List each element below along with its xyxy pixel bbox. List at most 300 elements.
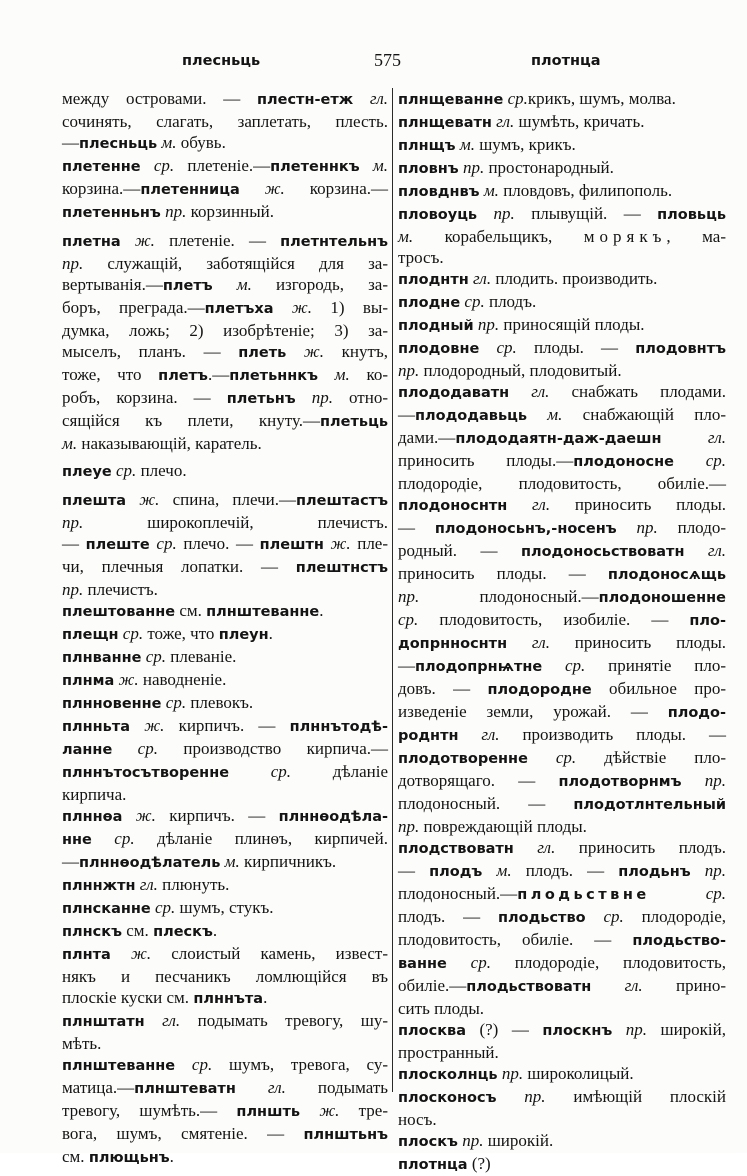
- dictionary-line: [398, 1086, 726, 1109]
- grammar-label: гл.: [509, 382, 550, 401]
- dictionary-line: [62, 88, 388, 111]
- headword: плнванне: [62, 650, 142, 666]
- headword: плетенне: [62, 159, 141, 175]
- headword: плещн: [62, 627, 119, 643]
- dictionary-entry: [398, 180, 726, 203]
- definition-text: плодъ. —: [511, 861, 619, 880]
- definition-text: кирпичникъ.: [239, 852, 337, 871]
- running-head-left: плесньць: [182, 53, 261, 69]
- grammar-label: пр.: [62, 254, 84, 273]
- definition-text: плодоносный.—: [419, 587, 599, 606]
- dictionary-entry: [62, 943, 388, 1010]
- dictionary-line: [62, 178, 388, 201]
- dictionary-line: [398, 701, 726, 724]
- dictionary-entry: [62, 460, 388, 483]
- definition-text: плывущій. —: [514, 204, 658, 223]
- grammar-label: пр.: [62, 513, 84, 532]
- dictionary-line: [398, 134, 726, 157]
- grammar-label: ср.: [161, 693, 187, 712]
- definition-text: приносить плоды.: [549, 633, 726, 652]
- definition-text: пловдовъ, филипополь.: [498, 181, 673, 200]
- grammar-label: пр.: [497, 1064, 524, 1083]
- dictionary-entry: [62, 88, 388, 155]
- dictionary-line: [398, 998, 726, 1019]
- grammar-label: гл.: [491, 112, 515, 131]
- headword: плодъ: [429, 864, 483, 880]
- dictionary-entry: [398, 337, 726, 381]
- headword: плодопрнѩтне: [415, 659, 543, 675]
- grammar-label: ж.: [120, 231, 155, 250]
- dictionary-line: [398, 1130, 726, 1153]
- right-column: [398, 88, 726, 1176]
- grammar-label: гл.: [661, 428, 726, 447]
- grammar-label: гл.: [591, 976, 643, 995]
- dictionary-entry: [398, 134, 726, 157]
- definition-text: тросъ.: [398, 248, 444, 267]
- grammar-label: гл.: [144, 1011, 181, 1030]
- grammar-label: м.: [157, 133, 177, 152]
- dictionary-entry: [398, 291, 726, 314]
- grammar-label: ср.: [118, 624, 144, 643]
- dictionary-line: [62, 623, 388, 646]
- definition-text: принятіе пло-: [585, 656, 726, 675]
- grammar-label: ср.: [175, 1055, 213, 1074]
- headword: плешта: [62, 493, 127, 509]
- definition-text: приносящій плоды.: [499, 315, 645, 334]
- grammar-label: ж.: [300, 1101, 340, 1120]
- headword: плодоносне: [573, 454, 674, 470]
- headword: плетна: [62, 234, 121, 250]
- dictionary-entry: [398, 1063, 726, 1086]
- dictionary-line: [62, 155, 388, 178]
- grammar-label: пр.: [295, 388, 333, 407]
- definition-text: шумъ, тревога, су-: [212, 1055, 388, 1074]
- definition-text: обильное про-: [591, 679, 727, 698]
- dictionary-line: [62, 874, 388, 897]
- dictionary-line: [398, 816, 726, 837]
- dictionary-entry: [62, 669, 388, 692]
- dictionary-line: [398, 678, 726, 701]
- definition-text: широкій.: [483, 1131, 554, 1150]
- headword: плосква: [398, 1023, 466, 1039]
- dictionary-line: [62, 761, 388, 784]
- grammar-label: пр.: [616, 518, 658, 537]
- dictionary-line: [62, 579, 388, 600]
- definition-text: наводненіе.: [138, 670, 227, 689]
- definition-text: —: [398, 405, 415, 424]
- definition-text: тре-: [339, 1101, 388, 1120]
- headword: плнщеватн: [398, 115, 492, 131]
- definition-text: сить плоды.: [398, 999, 484, 1018]
- definition-text: сочинять, слагать, заплетать, плесть.: [62, 112, 388, 131]
- grammar-label: гл.: [135, 875, 158, 894]
- dictionary-line: [398, 450, 726, 473]
- grammar-label: гл.: [458, 725, 500, 744]
- definition-text: мѣть.: [62, 1034, 102, 1053]
- grammar-label: ср.: [229, 762, 292, 781]
- page-number: 575: [374, 50, 401, 70]
- definition-text: тревогу, шумѣть.—: [62, 1101, 237, 1120]
- dictionary-entry: [62, 692, 388, 715]
- dictionary-line: [62, 364, 388, 387]
- definition-text: плодородіе, плодовитость,: [490, 953, 727, 972]
- dictionary-line: [62, 387, 388, 410]
- grammar-label: гл.: [468, 269, 492, 288]
- dictionary-line: [398, 563, 726, 586]
- grammar-label: пр.: [457, 1131, 484, 1150]
- dictionary-line: [398, 473, 726, 494]
- definition-text: плодовитость, изобиліе. —: [418, 610, 690, 629]
- dictionary-line: [398, 88, 726, 111]
- definition-text: шумѣть, кричать.: [514, 112, 645, 131]
- grammar-label: гл.: [507, 495, 551, 514]
- definition-text: вертыванія.—: [62, 275, 163, 294]
- headword: плодствоватн: [398, 841, 514, 857]
- dictionary-line: [62, 556, 388, 579]
- dictionary-line: [62, 460, 388, 483]
- dictionary-line: [62, 1033, 388, 1054]
- dictionary-line: [62, 320, 388, 341]
- dictionary-line: [398, 427, 726, 450]
- grammar-label: ср.: [527, 748, 577, 767]
- dictionary-line: [62, 715, 388, 738]
- definition-text: корзина.—: [284, 179, 388, 198]
- headword: плнма: [62, 673, 115, 689]
- grammar-label: ср.: [398, 610, 419, 629]
- dictionary-line: [62, 1146, 388, 1169]
- headword: плодьство: [497, 910, 586, 926]
- grammar-label: ж.: [114, 670, 139, 689]
- dictionary-line: [398, 952, 726, 975]
- dictionary-entry: [62, 623, 388, 646]
- definition-text: робъ, корзина. —: [62, 388, 227, 407]
- definition-text: см.: [122, 921, 154, 940]
- grammar-label: м.: [359, 156, 389, 175]
- dictionary-line: [62, 1077, 388, 1100]
- dictionary-entry: [398, 314, 726, 337]
- definition-text: корзина.—: [62, 179, 141, 198]
- definition-text: корабельщикъ,: [413, 227, 584, 246]
- definition-text: приносить плоды. —: [398, 564, 608, 583]
- definition-text: имѣющій плоскій: [545, 1087, 726, 1106]
- grammar-label: пр.: [612, 1020, 647, 1039]
- definition-text: боръ, преграда.—: [62, 298, 205, 317]
- grammar-label: ср.: [460, 292, 485, 311]
- definition-text: повреждающій плоды.: [419, 817, 587, 836]
- grammar-label: ж.: [126, 490, 160, 509]
- dictionary-line: [398, 517, 726, 540]
- grammar-label: ж.: [239, 179, 285, 198]
- headword: пловднвъ: [398, 184, 480, 200]
- definition-text: служащій, заботящійся для за-: [83, 254, 388, 273]
- definition-text: .—: [207, 365, 230, 384]
- definition-text: плечо.: [136, 461, 187, 480]
- definition-text: подымать тревогу, шу-: [180, 1011, 388, 1030]
- headword: плодьствоватн: [466, 979, 592, 995]
- headword: плештастъ: [296, 493, 388, 509]
- headword: плетъ: [162, 278, 213, 294]
- dictionary-line: [62, 920, 388, 943]
- definition-text: слоистый камень, извест-: [151, 944, 388, 963]
- dictionary-line: [398, 1109, 726, 1130]
- headword: плодородне: [487, 682, 592, 698]
- definition-text: плодъ. —: [398, 907, 498, 926]
- dictionary-entry: [62, 805, 388, 874]
- grammar-label: ж.: [122, 806, 156, 825]
- grammar-label: пр.: [477, 204, 515, 223]
- column-divider: [392, 88, 393, 1092]
- dictionary-line: [62, 341, 388, 364]
- grammar-label: ср.: [150, 898, 176, 917]
- definition-text: кирпичъ. —: [155, 806, 279, 825]
- dictionary-line: [398, 494, 726, 517]
- definition-text: приносить плоды.—: [398, 451, 574, 470]
- headword: плеуе: [62, 464, 112, 480]
- definition-text: —: [62, 852, 79, 871]
- definition-text: пле-: [350, 534, 389, 553]
- headword: пло-: [689, 613, 726, 629]
- dictionary-line: [62, 828, 388, 851]
- headword: плододаятн-даж-даешн: [455, 431, 662, 447]
- headword: плодне: [398, 295, 461, 311]
- definition-text: снабжать плодами.: [549, 382, 726, 401]
- grammar-label: ж.: [273, 298, 312, 317]
- headword: плодный: [398, 318, 474, 334]
- grammar-label: ср.: [91, 829, 135, 848]
- grammar-label: гл.: [235, 1078, 286, 1097]
- definition-text: някъ и песчаникъ ломлющійся въ: [62, 967, 388, 986]
- dictionary-line: [398, 291, 726, 314]
- definition-text: дѣланіе плинѳъ, кирпичей.: [134, 829, 388, 848]
- definition-text: .: [268, 624, 273, 643]
- grammar-label: ср.: [149, 534, 177, 553]
- headword: плнштеванне: [206, 604, 320, 620]
- dictionary-line: [62, 692, 388, 715]
- definition-text: производить плоды. —: [499, 725, 726, 744]
- grammar-label: м.: [479, 181, 499, 200]
- grammar-label: м.: [318, 365, 350, 384]
- grammar-label: м.: [527, 405, 563, 424]
- dictionary-line: [398, 247, 726, 268]
- grammar-label: ср.: [649, 884, 726, 903]
- headword: плнштеватн: [134, 1081, 236, 1097]
- dictionary-line: [62, 111, 388, 132]
- grammar-label: пр.: [398, 587, 420, 606]
- headword: плннътосътворенне: [62, 765, 230, 781]
- dictionary-line: [62, 897, 388, 920]
- dictionary-entry: [62, 897, 388, 920]
- grammar-label: пр.: [681, 771, 726, 790]
- dictionary-entry: [398, 1153, 726, 1176]
- grammar-label: ж.: [130, 716, 165, 735]
- definition-text: родный. —: [398, 541, 521, 560]
- dictionary-line: [62, 646, 388, 669]
- headword: плескъ: [153, 924, 213, 940]
- grammar-label: пр.: [473, 315, 500, 334]
- headword: плоскнъ: [542, 1023, 613, 1039]
- definition-text: простонародный.: [484, 158, 614, 177]
- dictionary-line: [398, 314, 726, 337]
- dictionary-line: [62, 600, 388, 623]
- headword: плнсканне: [62, 901, 151, 917]
- headword: плештнстъ: [295, 560, 388, 576]
- grammar-label: пр.: [458, 158, 485, 177]
- definition-text: спина, плечи.—: [159, 490, 297, 509]
- grammar-label: пр.: [160, 202, 187, 221]
- grammar-label: м.: [62, 434, 78, 453]
- headword: плннъта: [193, 991, 264, 1007]
- headword: плеть: [238, 345, 287, 361]
- headword: плодовне: [398, 341, 480, 357]
- grammar-label: гл.: [507, 633, 550, 652]
- grammar-label: ж.: [110, 944, 152, 963]
- dictionary-entry: [398, 1019, 726, 1063]
- headword: плодоносьнъ,-носенъ: [434, 521, 617, 537]
- definition-text: изведеніе земли, урожай. —: [398, 702, 668, 721]
- definition-text: , ма-: [666, 227, 726, 246]
- headword: плодовнтъ: [635, 341, 726, 357]
- definition-text: корзинный.: [186, 202, 274, 221]
- definition-text: плодовитость, обиліе. —: [398, 930, 633, 949]
- definition-text: плодъ.: [484, 292, 537, 311]
- headword: плодьнъ: [618, 864, 691, 880]
- definition-text: вога, шумъ, смятеніе. —: [62, 1124, 304, 1143]
- grammar-label: ср.: [140, 156, 175, 175]
- dictionary-line: [398, 268, 726, 291]
- definition-text: ко-: [349, 365, 389, 384]
- grammar-label: пр.: [398, 361, 420, 380]
- dictionary-line: [398, 226, 726, 247]
- dictionary-line: [398, 632, 726, 655]
- grammar-label: м.: [455, 135, 475, 154]
- definition-text: широкій,: [647, 1020, 726, 1039]
- definition-text: думка, ложь; 2) изобрѣтеніе; 3) за-: [62, 321, 388, 340]
- dictionary-line: [62, 1054, 388, 1077]
- headword: плетъ: [158, 368, 208, 384]
- headword: допрнноснтн: [398, 636, 508, 652]
- headword: плннжтн: [62, 878, 136, 894]
- definition-text: между островами. —: [62, 89, 257, 108]
- running-head-right: плотнца: [531, 53, 601, 69]
- headword: плннѳа: [62, 809, 123, 825]
- dictionary-entry: [62, 230, 388, 454]
- headword: плосколнць: [398, 1067, 498, 1083]
- dictionary-line: [398, 929, 726, 952]
- definition-text: —: [62, 133, 79, 152]
- definition-text: кнутъ,: [324, 342, 388, 361]
- grammar-label: ср.: [446, 953, 491, 972]
- definition-text: шумъ, крикъ.: [474, 135, 576, 154]
- headword: плнщеванне: [398, 92, 504, 108]
- grammar-label: ср.: [542, 656, 586, 675]
- grammar-label: м.: [482, 861, 512, 880]
- dictionary-line: [398, 337, 726, 360]
- dictionary-line: [398, 906, 726, 929]
- dictionary-line: [398, 111, 726, 134]
- definition-text: сящійся къ плети, кнуту.—: [62, 411, 321, 430]
- headword: плодо-: [667, 705, 726, 721]
- definition-text: —: [62, 534, 86, 553]
- headword: плетьць: [320, 414, 388, 430]
- headword-spaced: плодьствне: [517, 887, 650, 903]
- headword: плештованне: [62, 604, 176, 620]
- dictionary-line: [62, 512, 388, 533]
- dictionary-line: [398, 747, 726, 770]
- definition-text: плодо-: [657, 518, 727, 537]
- dictionary-line: [398, 860, 726, 883]
- dictionary-entry: [398, 203, 726, 268]
- dictionary-line: [398, 586, 726, 609]
- dictionary-entry: [398, 88, 726, 111]
- definition-text: изгородь, за-: [251, 275, 388, 294]
- dictionary-line: [398, 360, 726, 381]
- definition-text: —: [398, 656, 415, 675]
- definition-text: плечо. —: [176, 534, 260, 553]
- headword: плетьнъ: [226, 391, 296, 407]
- definition-text: кирпича.: [62, 785, 127, 804]
- definition-text: плодоносный.—: [398, 884, 518, 903]
- dictionary-entry: [62, 600, 388, 623]
- dictionary-entry: [398, 1130, 726, 1153]
- dictionary-entry: [398, 381, 726, 837]
- headword: плнньта: [62, 719, 131, 735]
- definition-text: довъ. —: [398, 679, 488, 698]
- dictionary-entry: [62, 646, 388, 669]
- grammar-label: ср.: [585, 907, 624, 926]
- definition-text: наказывающій, каратель.: [77, 434, 262, 453]
- dictionary-line: [62, 410, 388, 433]
- headword: плнновенне: [62, 696, 162, 712]
- definition-text: плевокъ.: [186, 693, 254, 712]
- definition-text: .: [319, 601, 324, 620]
- grammar-label: ср.: [479, 338, 517, 357]
- definition-text: широколицый.: [523, 1064, 634, 1083]
- dictionary-line: [62, 1010, 388, 1033]
- headword: плетъха: [204, 301, 274, 317]
- dictionary-line: [62, 253, 388, 274]
- definition-text: см.: [175, 601, 207, 620]
- dictionary-line: [398, 609, 726, 632]
- grammar-label: гл.: [513, 838, 556, 857]
- dictionary-entry: [62, 874, 388, 897]
- grammar-label: пр.: [62, 580, 84, 599]
- definition-text: (?): [467, 1154, 491, 1173]
- dictionary-line: [62, 669, 388, 692]
- definition-text: плетеніе. —: [154, 231, 281, 250]
- definition-text: плечистъ.: [83, 580, 158, 599]
- dictionary-line: [62, 784, 388, 805]
- headword: плестн-етж: [256, 92, 354, 108]
- headword: плодоношенне: [598, 590, 726, 606]
- dictionary-line: [62, 1123, 388, 1146]
- definition-text: отно-: [332, 388, 388, 407]
- definition-text: —: [398, 518, 435, 537]
- definition-text: носъ.: [398, 1110, 437, 1129]
- headword: плнскъ: [62, 924, 122, 940]
- definition-text: плюнуть.: [157, 875, 230, 894]
- definition-text: шумъ, стукъ.: [175, 898, 274, 917]
- dictionary-line: [398, 1063, 726, 1086]
- definition-text: плодородіе,: [623, 907, 726, 926]
- dictionary-entry: [398, 268, 726, 291]
- definition-text: производство кирпича.—: [157, 739, 389, 758]
- definition-text: дами.—: [398, 428, 456, 447]
- dictionary-line: [398, 404, 726, 427]
- dictionary-line: [398, 1042, 726, 1063]
- definition-text: плодородіе, плодовитость, обиліе.—: [398, 474, 726, 493]
- headword: плоскъ: [398, 1134, 458, 1150]
- dictionary-entry: [398, 157, 726, 180]
